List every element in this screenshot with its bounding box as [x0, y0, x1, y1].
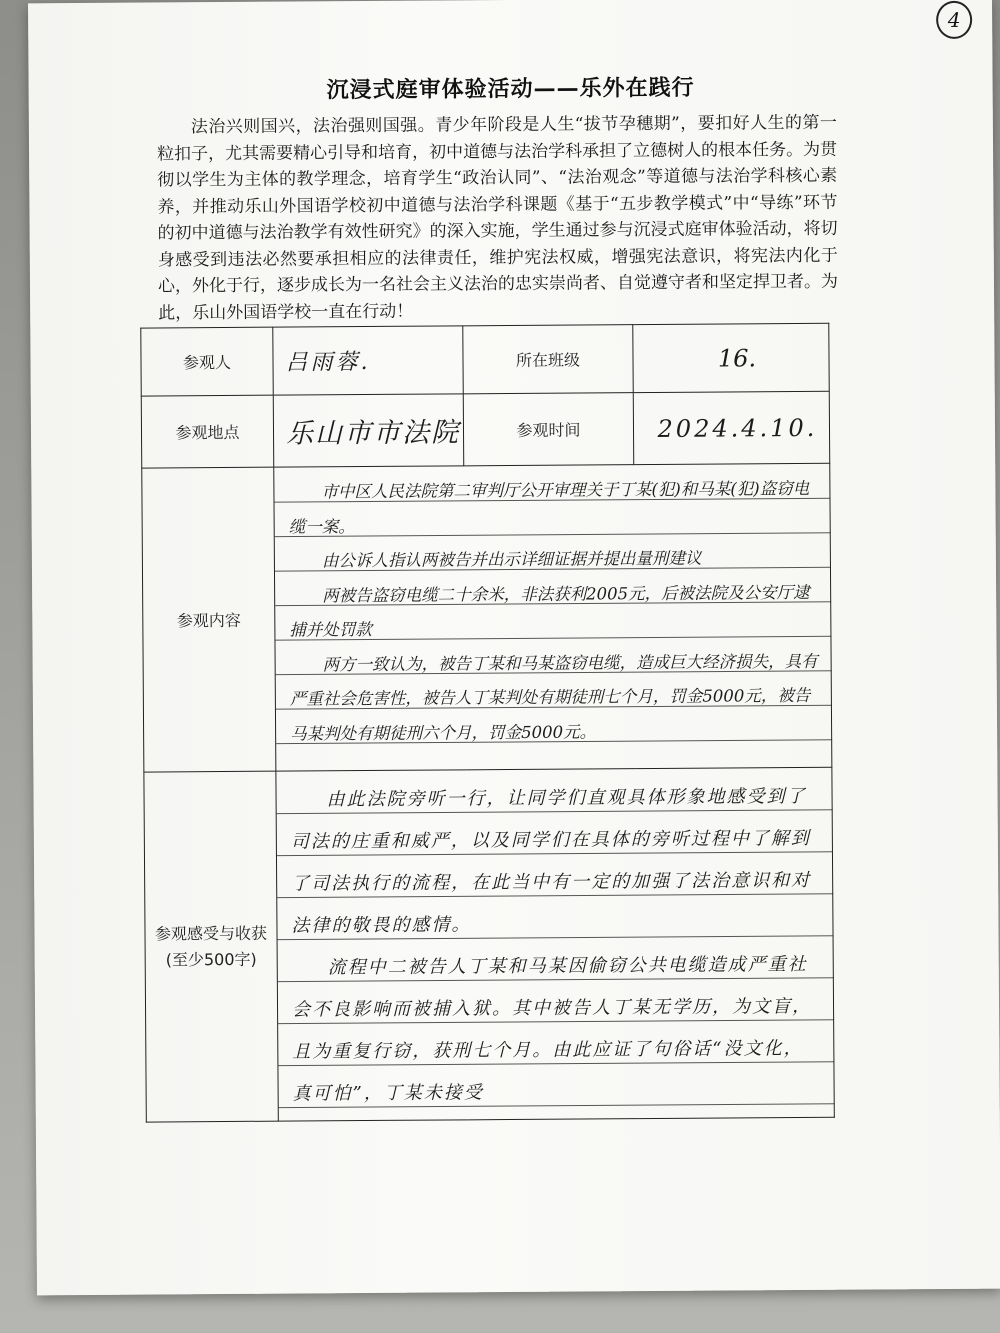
content-paragraph: 两方一致认为，被告丁某和马某盗窃电缆，造成巨大经济损失，具有严重社会危害性，被告人丁某判处有期徒刑七个月，罚金5000元，被告马某判处有期徒刑六个月，罚金5000元。 [289, 651, 818, 744]
time-value: 2024.4.10. [633, 391, 829, 464]
visitor-label: 参观人 [141, 327, 273, 396]
form-row-feelings [144, 767, 834, 1122]
form-row-content [142, 463, 832, 772]
feelings-paragraph: 由此法院旁听一行，让同学们直观具体形象地感受到了司法的庄重和威严，以及同学们在具体的旁听过程中了解到了司法执行的流程，在此当中有一定的加强了法治意识和对法律的敬畏的感情。 [290, 785, 812, 937]
visit-record-form [140, 323, 835, 1123]
document-page [28, 0, 1000, 1295]
time-label: 参观时间 [463, 393, 633, 466]
visitor-value: 吕雨蓉. [273, 326, 463, 395]
class-value: 16. [633, 323, 829, 392]
content-label: 参观内容 [142, 467, 276, 772]
content-paragraph: 市中区人民法院第二审判厅公开审理关于丁某(犯)和马某(犯)盗窃电缆一案。 [288, 478, 810, 537]
content-paragraph: 两被告盗窃电缆二十余米，非法获利2005元，后被法院及公安厅逮捕并处罚款 [289, 582, 810, 640]
feelings-text-area [276, 767, 834, 1121]
class-label: 所在班级 [463, 325, 633, 394]
place-value: 乐山市市法院 [273, 394, 463, 467]
page-number-mark: 4 [936, 1, 972, 39]
content-paragraph: 由公诉人指认两被告并出示详细证据并提出量刑建议 [321, 548, 702, 571]
form-row-place [141, 391, 829, 468]
feelings-paragraph: 流程中二被告人丁某和马某因偷窃公共电缆造成严重社会不良影响而被捕入狱。其中被告人丁某无学历，为文盲，且为重复行窃，获刑七个月。由此应证了句俗话“没文化，真可怕”，丁某未接受 [291, 953, 813, 1105]
place-label: 参观地点 [141, 395, 273, 468]
feelings-label: 参观感受与收获(至少500字) [144, 771, 278, 1122]
document-title: 沉浸式庭审体验活动——乐外在践行 [326, 75, 695, 104]
intro-paragraph: 法治兴则国兴，法治强则国强。青少年阶段是人生“拔节孕穗期”，要扣好人生的第一粒扣子，尤其需要精心引导和培育，初中道德与法治学科承担了立德树人的根本任务。为贯彻以学生为主体的教学理念，培育学生“政治认同”、“法治观念”等道德与法治学科核心素养，并推动乐山外国语学校初中道德与法治学科课题《基于“五步教学模式”中“导练”环节的初中道德与法治教学有效性研究》的深入实施，学生通过参与沉浸式庭审体验活动，将切身感受到违法必然要承担相应的法律责任，维护宪法权威，增强宪法意识，将宪法内化于心，外化于行，逐步成长为一名社会主义法治的忠实崇尚者、自觉遵守者和坚定捍卫者。为此，乐山外国语学校一直在行动！ [156, 112, 839, 323]
content-text-area [274, 463, 832, 771]
form-row-visitor [141, 323, 829, 396]
